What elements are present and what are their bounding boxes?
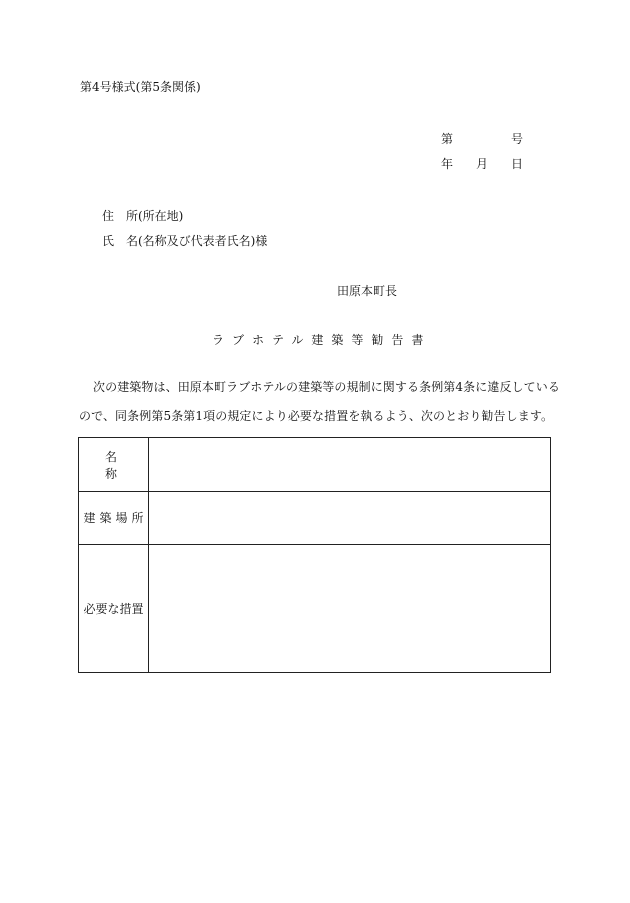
- recipient-address-label: 住 所(所在地): [102, 209, 184, 223]
- document-number-row: [441, 133, 523, 145]
- date-day: 日: [510, 157, 523, 171]
- table-label-name: 名称: [79, 438, 149, 491]
- date-year: 年: [441, 157, 454, 171]
- table-row-measures: [79, 544, 550, 672]
- table-value-location[interactable]: [149, 491, 550, 544]
- recipient-name-label: 氏 名(名称及び代表者氏名)様: [102, 234, 268, 248]
- form-number: 第4号様式(第5条関係): [80, 80, 201, 94]
- date-row: [441, 158, 523, 170]
- table-value-measures[interactable]: [149, 544, 550, 672]
- number-suffix: 号: [510, 132, 523, 146]
- date-month: 月: [475, 157, 488, 171]
- issuer-name: 田原本町長: [337, 284, 398, 298]
- details-table: [78, 437, 551, 673]
- body-text-line-1: 次の建築物は、田原本町ラブホテルの建築等の規制に関する条例第4条に違反している: [93, 380, 560, 394]
- table-label-location: 建築場所: [79, 491, 149, 544]
- body-text-line-2: ので、同条例第5条第1項の規定により必要な措置を執るよう、次のとおり勧告します。: [79, 409, 554, 423]
- number-prefix: 第: [441, 132, 454, 146]
- table-value-name[interactable]: [149, 438, 550, 491]
- table-label-measures: 必要な措置: [79, 544, 149, 672]
- document-title: ラブホテル建築等勧告書: [212, 333, 432, 347]
- table-row-name: [79, 438, 550, 492]
- table-row-location: [79, 491, 550, 545]
